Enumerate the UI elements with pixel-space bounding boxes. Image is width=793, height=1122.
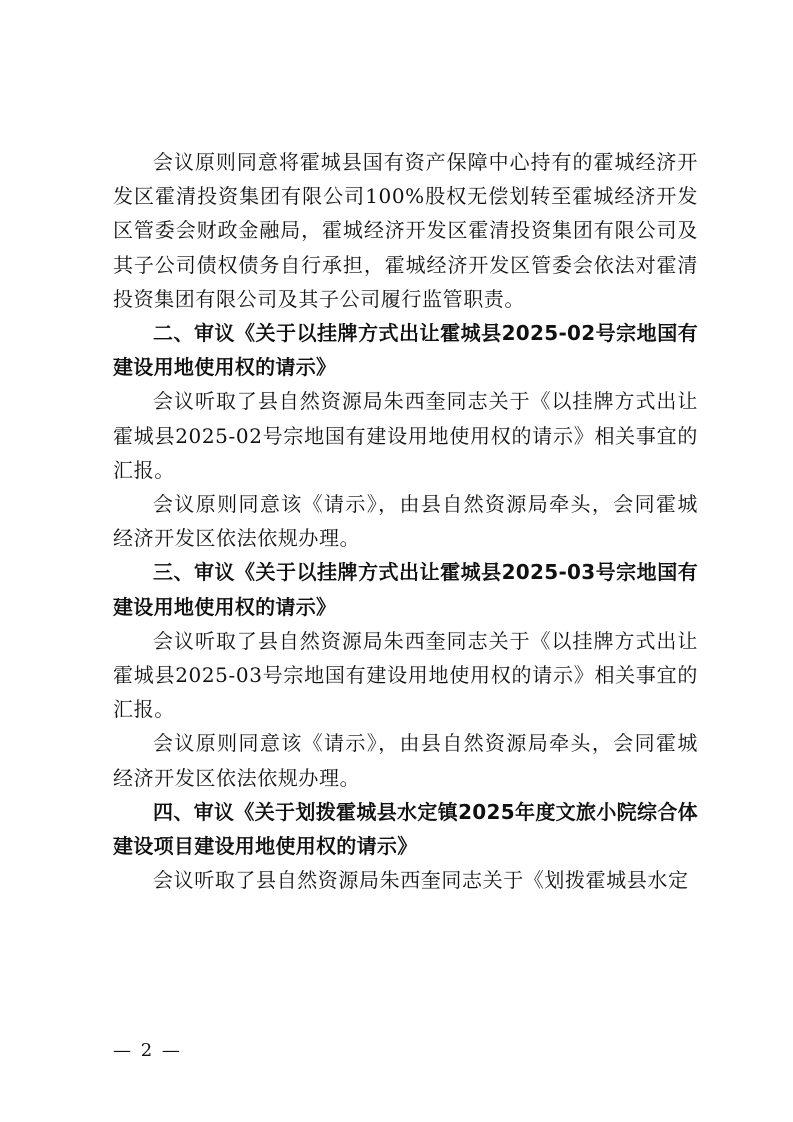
paragraph-decision-2025-02: 会议原则同意该《请示》，由县自然资源局牵头，会同霍城经济开发区依法依规办理。: [113, 492, 698, 551]
paragraph-decision-2025-03: 会议原则同意该《请示》，由县自然资源局牵头，会同霍城经济开发区依法依规办理。: [113, 731, 698, 790]
section-heading-2: 二、审议《关于以挂牌方式出让霍城县2025-02号宗地国有建设用地使用权的请示》: [113, 321, 698, 380]
paragraph-report-2025-03: 会议听取了县自然资源局朱西奎同志关于《以挂牌方式出让霍城县2025-03号宗地国有建设用地使用权的请示》相关事宜的汇报。: [113, 628, 698, 722]
page-number: — 2 —: [113, 1040, 182, 1061]
paragraph-report-2025-02: 会议听取了县自然资源局朱西奎同志关于《以挂牌方式出让霍城县2025-02号宗地国有建设用地使用权的请示》相关事宜的汇报。: [113, 389, 698, 482]
section-heading-4: 四、审议《关于划拨霍城县水定镇2025年度文旅小院综合体建设项目建设用地使用权的请示》: [113, 799, 698, 859]
document-body: [113, 145, 698, 897]
paragraph-equity-transfer-decision: 会议原则同意将霍城县国有资产保障中心持有的霍城经济开发区霍清投资集团有限公司100%股权无偿划转至霍城经济开发区管委会财政金融局，霍城经济开发区霍清投资集团有限公司及其子公司债权债务自行承担，霍城经济开发区管委会依法对霍清投资集团有限公司及其子公司履行监管职责。: [113, 150, 698, 311]
paragraph-report-allocation: 会议听取了县自然资源局朱西奎同志关于《划拨霍城县水定: [153, 868, 689, 893]
section-heading-3: 三、审议《关于以挂牌方式出让霍城县2025-03号宗地国有建设用地使用权的请示》: [113, 560, 698, 619]
